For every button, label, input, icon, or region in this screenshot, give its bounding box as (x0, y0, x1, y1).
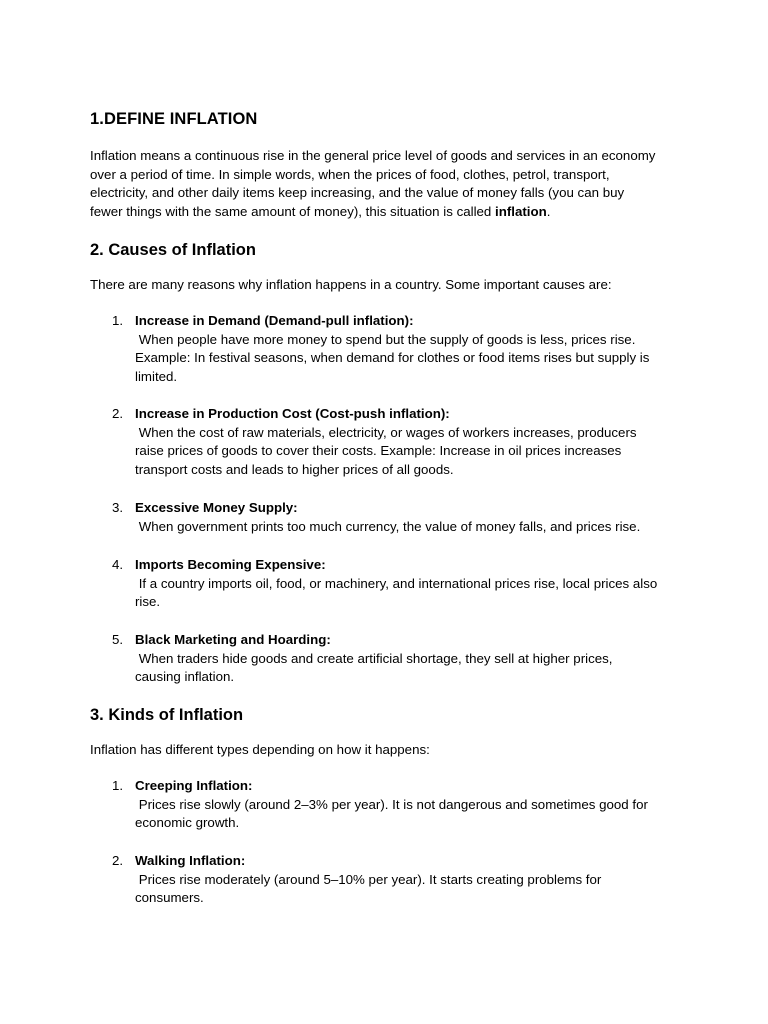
list-number: 5. (112, 632, 124, 647)
list-item-text: If a country imports oil, food, or machinery, and international prices rise, local prices also (135, 575, 658, 591)
list-item-text: Prices rise moderately (around 5–10% per year). It starts creating problems for (135, 871, 602, 887)
list-item-text: raise prices of goods to cover their costs. Example: Increase in oil prices increases (135, 443, 622, 459)
list-item-text: When traders hide goods and create artificial shortage, they sell at higher prices, (135, 650, 613, 666)
list-item-title: Creeping Inflation: (135, 778, 253, 793)
list-item-title: Imports Becoming Expensive: (135, 557, 326, 572)
list-item-text: consumers. (135, 890, 204, 906)
list-item-text: transport costs and leads to higher prices of all goods. (135, 462, 454, 478)
list-number: 1. (112, 778, 124, 793)
list-number: 4. (112, 557, 124, 572)
list-item-text: When government prints too much currency, the value of money falls, and prices rise. (135, 518, 641, 534)
list-item-title: Black Marketing and Hoarding: (135, 632, 331, 647)
list-item-text: rise. (135, 594, 161, 610)
list-item-title: Excessive Money Supply: (135, 500, 298, 515)
section-heading-kinds: 3. Kinds of Inflation (90, 706, 244, 724)
list-item-text: limited. (135, 369, 178, 385)
list-item-text: When people have more money to spend but the supply of goods is less, prices rise. (135, 331, 636, 347)
kinds-intro: Inflation has different types depending on how it happens: (90, 742, 430, 757)
paragraph-line: Inflation means a continuous rise in the general price level of goods and services in an economy (90, 148, 656, 163)
list-item-text: When the cost of raw materials, electricity, or wages of workers increases, producers (135, 424, 637, 440)
list-item-title: Increase in Demand (Demand-pull inflation): (135, 313, 414, 328)
list-number: 2. (112, 853, 124, 868)
paragraph-line: over a period of time. In simple words, when the prices of food, clothes, petrol, transport, (90, 166, 610, 182)
section-heading-define-inflation: 1.DEFINE INFLATION (90, 110, 258, 128)
paragraph-line: electricity, and other daily items keep increasing, and the value of money falls (you can buy (90, 185, 625, 201)
list-item-title: Increase in Production Cost (Cost-push inflation): (135, 406, 450, 421)
list-item-text: causing inflation. (135, 669, 235, 685)
definition-paragraph (90, 147, 690, 222)
list-number: 2. (112, 406, 124, 421)
paragraph-line (90, 203, 690, 222)
list-number: 1. (112, 313, 124, 328)
list-item-text: Example: In festival seasons, when demand for clothes or food items rises but supply is (135, 350, 650, 366)
list-item-text: economic growth. (135, 815, 240, 831)
section-heading-causes: 2. Causes of Inflation (90, 241, 256, 259)
paragraph-text: fewer things with the same amount of money), this situation is called (90, 204, 496, 220)
causes-intro: There are many reasons why inflation happens in a country. Some important causes are: (90, 277, 612, 292)
paragraph-punctuation: . (546, 204, 551, 220)
list-item-title: Walking Inflation: (135, 853, 246, 868)
list-item-text: Prices rise slowly (around 2–3% per year). It is not dangerous and sometimes good for (135, 796, 648, 812)
bold-term-inflation: inflation (495, 204, 547, 220)
list-number: 3. (112, 500, 124, 515)
